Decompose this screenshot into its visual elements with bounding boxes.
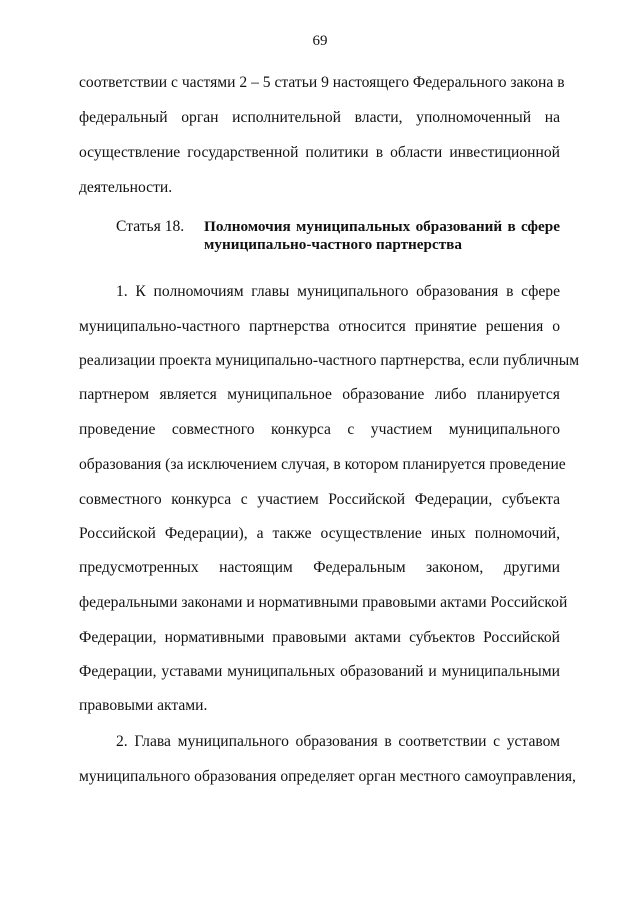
text-line: осуществление государственной политики в области инвестиционной: [79, 144, 560, 161]
text-line: правовыми актами.: [79, 697, 208, 714]
text-line: муниципально-частного партнерства относится принятие решения о: [79, 318, 560, 335]
text-line: Российской Федерации), а также осуществление иных полномочий,: [79, 525, 560, 542]
text-line: проведение совместного конкурса с участием муниципального: [79, 421, 560, 438]
text-line: федеральными законами и нормативными правовыми актами Российской: [79, 594, 568, 611]
text-line: 1. К полномочиям главы муниципального образования в сфере: [116, 283, 560, 300]
text-line: реализации проекта муниципально-частного партнерства, если публичным: [79, 352, 580, 369]
text-line: соответствии с частями 2 – 5 статьи 9 настоящего Федерального закона в: [79, 74, 565, 91]
text-line: 2. Глава муниципального образования в соответствии с уставом: [116, 733, 560, 750]
text-line: предусмотренных настоящим Федеральным законом, другими: [79, 559, 560, 576]
text-line: Федерации, уставами муниципальных образований и муниципальными: [79, 663, 560, 680]
article-title: Полномочия муниципальных образований в сфере: [204, 218, 560, 235]
article-label: Статья 18.: [116, 218, 185, 235]
text-line: образования (за исключением случая, в котором планируется проведение: [79, 456, 566, 473]
text-line: федеральный орган исполнительной власти, уполномоченный на: [79, 109, 560, 126]
text-line: партнером является муниципальное образование либо планируется: [79, 386, 560, 403]
text-line: муниципального образования определяет орган местного самоуправления,: [79, 768, 576, 785]
page-number: 69: [312, 33, 328, 49]
text-line: совместного конкурса с участием Российской Федерации, субъекта: [79, 491, 560, 508]
article-title: муниципально-частного партнерства: [204, 236, 462, 253]
text-line: Федерации, нормативными правовыми актами субъектов Российской: [79, 629, 560, 646]
text-line: деятельности.: [79, 179, 173, 196]
